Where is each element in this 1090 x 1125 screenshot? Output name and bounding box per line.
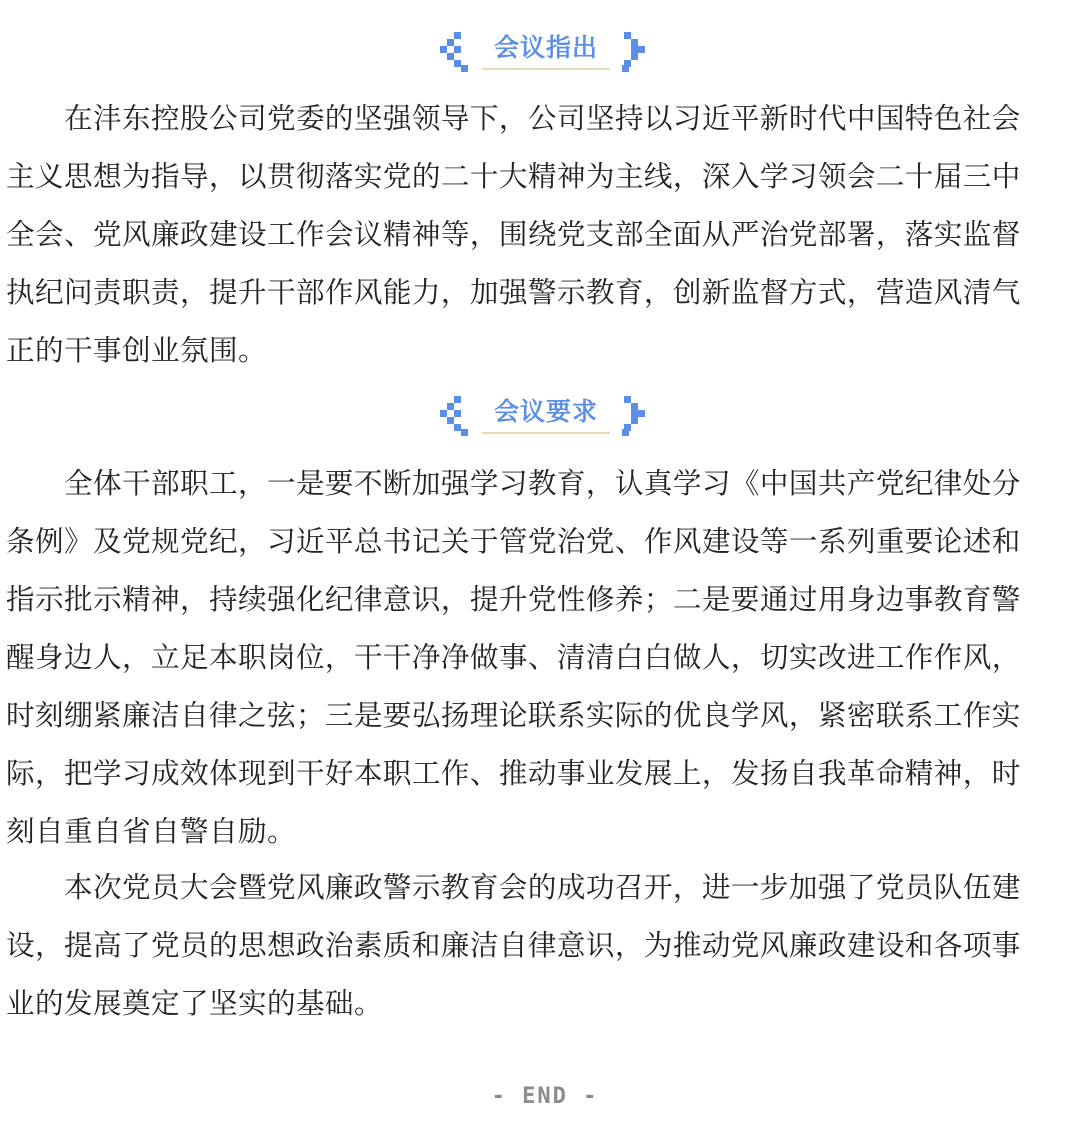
heading-decoration (440, 391, 652, 441)
text-line: 在沣东控股公司党委的坚强领导下，公司坚持以习近平新时代中国特色社会 (6, 101, 1021, 135)
right-bracket-icon (624, 396, 652, 436)
text-line: 际，把学习成效体现到干好本职工作、推动事业发展上，发扬自我革命精神，时 (6, 756, 1021, 790)
left-bracket-icon (440, 396, 468, 436)
heading-title: 会议指出 (493, 33, 598, 62)
right-bracket-icon (624, 32, 652, 72)
text-line: 全体干部职工，一是要不断加强学习教育，认真学习《中国共产党纪律处分 (6, 466, 1021, 500)
end-mark: - END - (491, 1084, 599, 1109)
text-line: 醒身边人，立足本职岗位，干干净净做事、清清白白做人，切实改进工作作风， (6, 640, 1021, 674)
section-heading-2 (0, 391, 1090, 441)
text-line: 本次党员大会暨党风廉政警示教育会的成功召开，进一步加强了党员队伍建 (6, 870, 1021, 904)
text-line: 业的发展奠定了坚实的基础。 (6, 986, 383, 1020)
text-line: 执纪问责职责，提升干部作风能力，加强警示教育，创新监督方式，营造风清气 (6, 275, 1021, 309)
text-line: 时刻绷紧廉洁自律之弦；三是要弘扬理论联系实际的优良学风，紧密联系工作实 (6, 698, 1021, 732)
text-line: 全会、党风廉政建设工作会议精神等，围绕党支部全面从严治党部署，落实监督 (6, 217, 1021, 251)
heading-underline (482, 68, 610, 70)
heading-decoration (440, 27, 652, 77)
paragraph-meeting-conclusion (6, 858, 1086, 1032)
paragraph-meeting-requirements (6, 454, 1086, 860)
text-line: 设，提高了党员的思想政治素质和廉洁自律意识，为推动党风廉政建设和各项事 (6, 928, 1021, 962)
text-line: 指示批示精神，持续强化纪律意识，提升党性修养；二是要通过用身边事教育警 (6, 582, 1021, 616)
left-bracket-icon (440, 32, 468, 72)
heading-title: 会议要求 (493, 397, 598, 426)
text-line: 正的干事创业氛围。 (6, 333, 267, 367)
section-heading-1 (0, 27, 1090, 77)
text-line: 条例》及党规党纪，习近平总书记关于管党治党、作风建设等一系列重要论述和 (6, 524, 1021, 558)
text-line: 刻自重自省自警自励。 (6, 814, 296, 848)
paragraph-meeting-points (6, 89, 1086, 379)
heading-underline (482, 432, 610, 434)
text-line: 主义思想为指导，以贯彻落实党的二十大精神为主线，深入学习领会二十届三中 (6, 159, 1021, 193)
